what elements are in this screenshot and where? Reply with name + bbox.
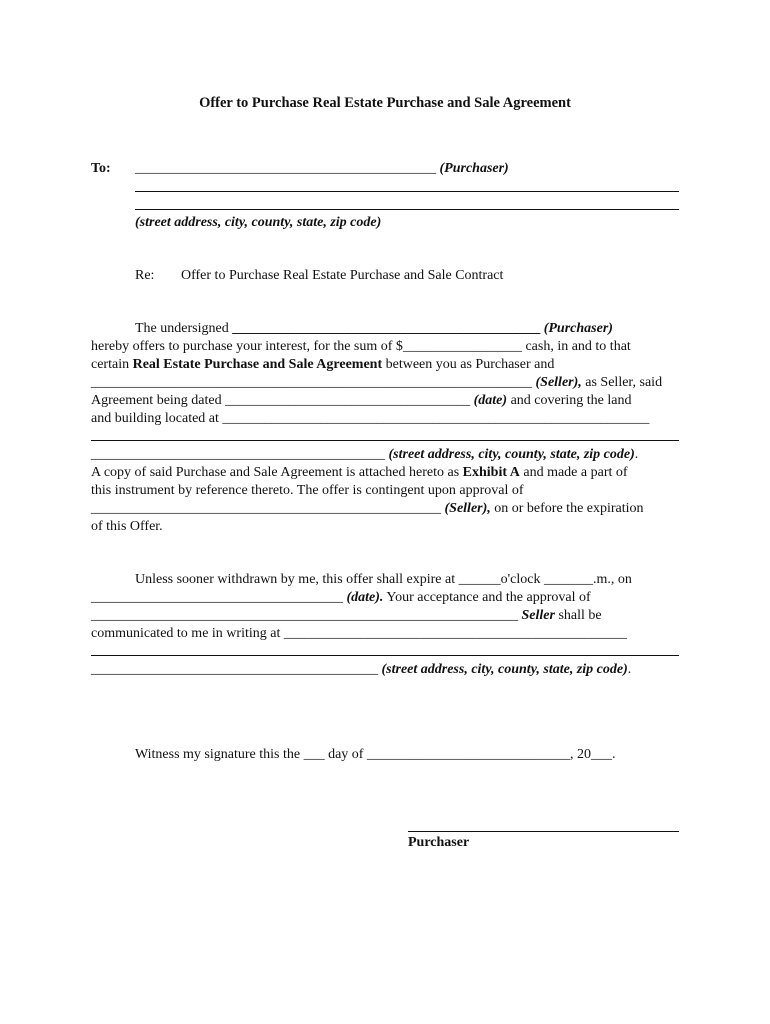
p1-line-3: certain Real Estate Purchase and Sale Agreement between you as Purchaser and	[91, 357, 555, 372]
purchaser-name-blank[interactable]: ___________________________________________	[135, 161, 436, 176]
p1-line-10: this instrument by reference thereto. The offer is contingent upon approval of	[91, 483, 524, 498]
date-blank-2[interactable]: ____________________________________	[91, 590, 343, 605]
p1-line-8: __________________________________________ (street address, city, county, state, zip code).	[91, 447, 639, 462]
re-text: Offer to Purchase Real Estate Purchase and Sale Contract	[181, 268, 504, 283]
p1-line-2: hereby offers to purchase your interest, for the sum of $_________________ cash, in and to that	[91, 339, 631, 354]
communication-address-blank-2[interactable]: _________________________________________	[91, 662, 378, 677]
day-blank[interactable]: ___	[303, 747, 325, 762]
purchaser-blank-2[interactable]: ____________________________________________	[232, 321, 541, 336]
address-caption: (street address, city, county, state, zip code)	[135, 215, 382, 230]
communication-address-line[interactable]	[91, 655, 679, 656]
seller-blank-1[interactable]: _______________________________________________________________	[91, 375, 536, 390]
p2-line-2: ____________________________________ (date). Your acceptance and the approval of	[91, 590, 591, 605]
property-blank-2[interactable]: __________________________________________	[91, 447, 385, 462]
p2-line-1: Unless sooner withdrawn by me, this offer shall expire at ______o'clock _______.m., on	[135, 572, 632, 587]
p1-line-5: Agreement being dated ___________________________________ (date) and covering the land	[91, 393, 632, 408]
signature-line[interactable]	[408, 831, 679, 832]
p2-line-4: communicated to me in writing at _________________________________________________	[91, 626, 627, 641]
p1-line-6: and building located at _____________________________________________________________	[91, 411, 650, 426]
signature-label: Purchaser	[408, 835, 470, 850]
p1-line-12: of this Offer.	[91, 519, 163, 534]
p1-line-1: The undersigned ____________________________________________ (Purchaser)	[135, 321, 613, 336]
hour-blank[interactable]: ______	[458, 572, 501, 587]
p2-line-3: _____________________________________________________________ Seller shall be	[91, 608, 602, 623]
p1-line-11: __________________________________________________ (Seller), on or before the expiration	[91, 501, 644, 516]
p1-line-4: _______________________________________________________________ (Seller), as Seller, said	[91, 375, 663, 390]
address-line-1[interactable]	[135, 191, 679, 192]
purchaser-tag: (Purchaser)	[439, 161, 509, 176]
communication-address-blank[interactable]: _________________________________________________	[283, 626, 627, 641]
date-blank-1[interactable]: ___________________________________	[225, 393, 471, 408]
address-line-2[interactable]	[135, 209, 679, 210]
seller-blank-2[interactable]: __________________________________________________	[91, 501, 441, 516]
to-label: To:	[91, 161, 111, 176]
p2-line-6: _________________________________________ (street address, city, county, state, zip code).	[91, 662, 632, 677]
re-label: Re:	[135, 268, 155, 283]
seller-blank-3[interactable]: _____________________________________________________________	[91, 608, 518, 623]
property-line[interactable]	[91, 440, 679, 441]
document-title: Offer to Purchase Real Estate Purchase and Sale Agreement	[199, 95, 571, 111]
purchaser-name-line	[135, 160, 509, 178]
property-blank[interactable]: _____________________________________________________________	[222, 411, 650, 426]
witness-line: Witness my signature this the ___ day of _____________________________, 20___.	[135, 747, 616, 762]
price-blank[interactable]: _________________	[402, 339, 522, 354]
ampm-blank[interactable]: _______	[543, 572, 593, 587]
p1-line-9: A copy of said Purchase and Sale Agreement is attached hereto as Exhibit A and made a part of	[91, 465, 628, 480]
month-blank[interactable]: _____________________________	[366, 747, 570, 762]
year-blank[interactable]: ___	[590, 747, 612, 762]
